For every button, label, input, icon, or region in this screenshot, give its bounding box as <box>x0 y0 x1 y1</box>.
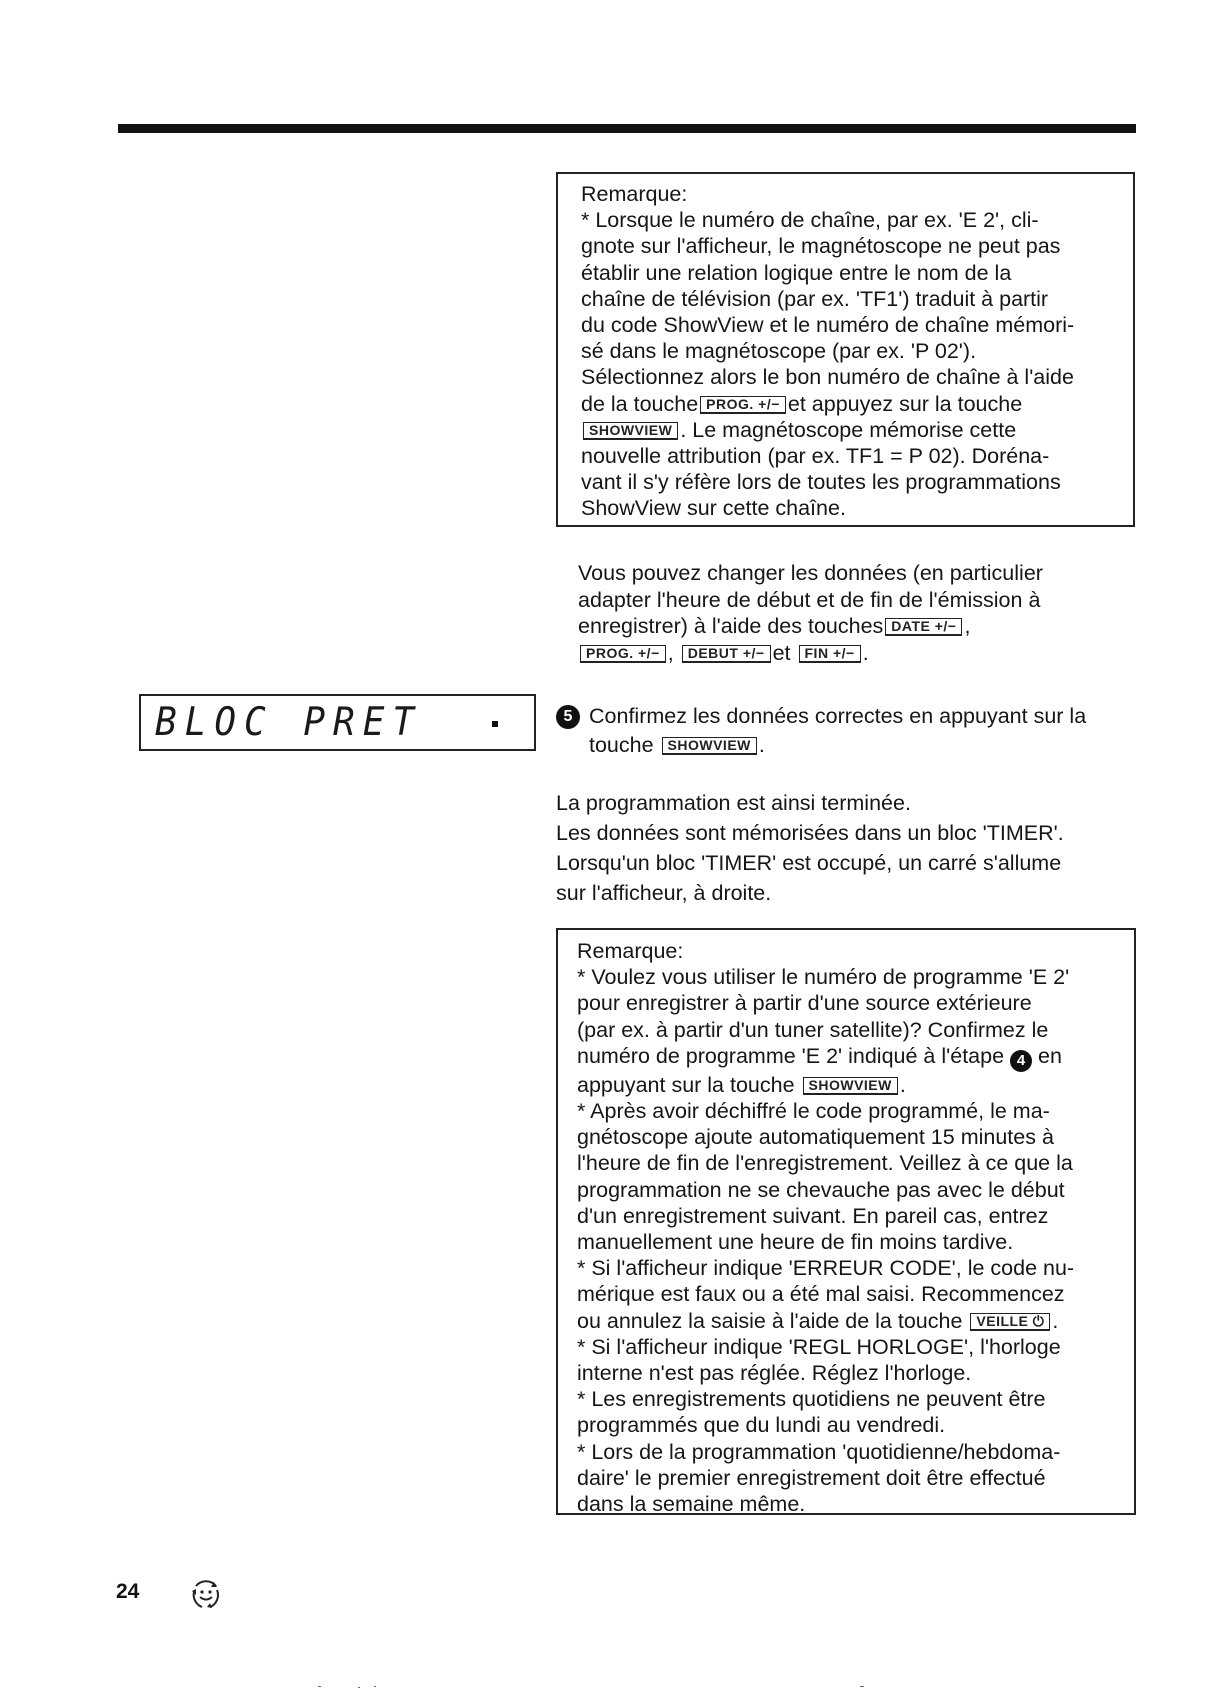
showview-key: SHOWVIEW <box>803 1077 898 1095</box>
para-line <box>578 640 1138 667</box>
period: . <box>899 1072 906 1097</box>
note-line: * Après avoir déchiffré le code programmé, le ma- <box>577 1099 1050 1124</box>
showview-key: SHOWVIEW <box>583 422 678 440</box>
note-text: et appuyez sur la touche <box>787 391 1023 416</box>
note-line: interne n'est pas réglée. Réglez l'horloge. <box>577 1361 972 1386</box>
para-line: Les données sont mémorisées dans un bloc 'TIMER'. <box>556 821 1064 845</box>
note-line: dans la semaine même. <box>577 1492 806 1517</box>
step-5 <box>556 702 1136 760</box>
step-text: touche <box>589 733 654 757</box>
note-line: établir une relation logique entre le nom de la <box>581 260 1012 285</box>
para-line: La programmation est ainsi terminée. <box>556 791 911 815</box>
note-line <box>581 417 1125 443</box>
note-line: * Si l'afficheur indique 'REGL HORLOGE', l'horloge <box>577 1334 1061 1359</box>
note-line: vant il s'y réfère lors de toutes les programmations <box>581 470 1061 495</box>
note-line <box>577 1043 1126 1072</box>
paragraph-programming-done <box>556 788 1136 908</box>
date-key: DATE +/− <box>885 618 962 636</box>
note-line: gnétoscope ajoute automatiquement 15 minutes à <box>577 1125 1054 1150</box>
step-line <box>589 731 1136 760</box>
para-line: Lorsqu'un bloc 'TIMER' est occupé, un carré s'allume <box>556 851 1062 875</box>
note-box-channel <box>556 172 1135 527</box>
scan-speck <box>318 1686 321 1687</box>
note-box-remarks <box>556 928 1136 1515</box>
note-title: Remarque: <box>581 182 688 206</box>
note-line: Sélectionnez alors le bon numéro de chaîne à l'aide <box>581 365 1074 390</box>
para-line <box>578 613 1138 640</box>
comma: , <box>667 640 674 665</box>
scan-speck <box>860 1686 864 1687</box>
page-number: 24 <box>116 1580 140 1603</box>
para-line: adapter l'heure de début et de fin de l'émission à <box>578 587 1041 612</box>
note-line: mérique est faux ou a été mal saisi. Recommencez <box>577 1282 1065 1307</box>
paragraph-change-data <box>578 560 1138 666</box>
note-line: (par ex. à partir d'un tuner satellite)? Confirmez le <box>577 1017 1049 1042</box>
display-indicator <box>492 721 498 727</box>
fin-key: FIN +/− <box>799 645 861 663</box>
display-text: BLOC PRET <box>155 699 423 746</box>
note-line: daire' le premier enregistrement doit être effectué <box>577 1465 1046 1490</box>
showview-key: SHOWVIEW <box>662 737 757 755</box>
note-line: * Lors de la programmation 'quotidienne/hebdoma- <box>577 1439 1061 1464</box>
note-line: programmation ne se chevauche pas avec le début <box>577 1177 1065 1202</box>
para-line: Vous pouvez changer les données (en particulier <box>578 561 1043 585</box>
prog-key: PROG. +/− <box>580 645 666 663</box>
para-line: sur l'afficheur, à droite. <box>556 881 772 905</box>
vcr-display <box>139 694 536 751</box>
step-line: Confirmez les données correctes en appuyant sur la <box>589 704 1087 728</box>
step-4-icon: 4 <box>1010 1050 1032 1072</box>
note-line: programmés que du lundi au vendredi. <box>577 1413 946 1438</box>
note-text: appuyant sur la touche <box>577 1072 795 1097</box>
note-text: en <box>1038 1043 1062 1068</box>
note-text: de la touche <box>581 391 699 416</box>
note-line <box>577 1308 1126 1334</box>
period: . <box>862 640 869 665</box>
comma: , <box>964 614 971 638</box>
debut-key: DEBUT +/− <box>682 645 771 663</box>
note-line: * Si l'afficheur indique 'ERREUR CODE', le code nu- <box>577 1256 1075 1281</box>
note-line: ShowView sur cette chaîne. <box>581 496 846 521</box>
veille-key: VEILLE ⏻ <box>970 1313 1050 1331</box>
step-number-icon: 5 <box>556 705 580 729</box>
note-line: * Voulez vous utiliser le numéro de programme 'E 2' <box>577 965 1070 990</box>
prog-key: PROG. +/− <box>700 396 786 414</box>
note-line: chaîne de télévision (par ex. 'TF1') traduit à partir <box>581 286 1049 311</box>
note-line: sé dans le magnétoscope (par ex. 'P 02'). <box>581 339 977 364</box>
note-line: gnote sur l'afficheur, le magnétoscope ne peut pas <box>581 234 1061 259</box>
note-text: ou annulez la saisie à l'aide de la touche <box>577 1308 963 1333</box>
note-line <box>581 391 1125 417</box>
note-line: d'un enregistrement suivant. En pareil cas, entrez <box>577 1203 1049 1228</box>
note-line: du code ShowView et le numéro de chaîne mémori- <box>581 313 1075 338</box>
para-text: enregistrer) à l'aide des touches <box>578 614 884 638</box>
note-text: numéro de programme 'E 2' indiqué à l'étape <box>577 1043 1005 1068</box>
note-line: manuellement une heure de fin moins tardive. <box>577 1230 1014 1255</box>
conjunction: et <box>772 640 791 665</box>
period: . <box>1052 1308 1059 1333</box>
top-rule <box>118 124 1136 133</box>
scan-speck <box>358 1687 360 1688</box>
note-line: pour enregistrer à partir d'une source extérieure <box>577 991 1032 1016</box>
note-text: . Le magnétoscope mémorise cette <box>680 417 1017 442</box>
period: . <box>758 733 765 757</box>
recycle-smiley-icon <box>188 1576 224 1612</box>
note-line: nouvelle attribution (par ex. TF1 = P 02). Doréna- <box>581 444 1050 469</box>
note-line: * Les enregistrements quotidiens ne peuvent être <box>577 1387 1046 1412</box>
scan-speck <box>374 1686 376 1687</box>
note-line <box>577 1072 1126 1098</box>
note-title: Remarque: <box>577 939 684 963</box>
note-line: l'heure de fin de l'enregistrement. Veillez à ce que la <box>577 1151 1073 1176</box>
note-line: * Lorsque le numéro de chaîne, par ex. 'E 2', cli- <box>581 208 1039 233</box>
